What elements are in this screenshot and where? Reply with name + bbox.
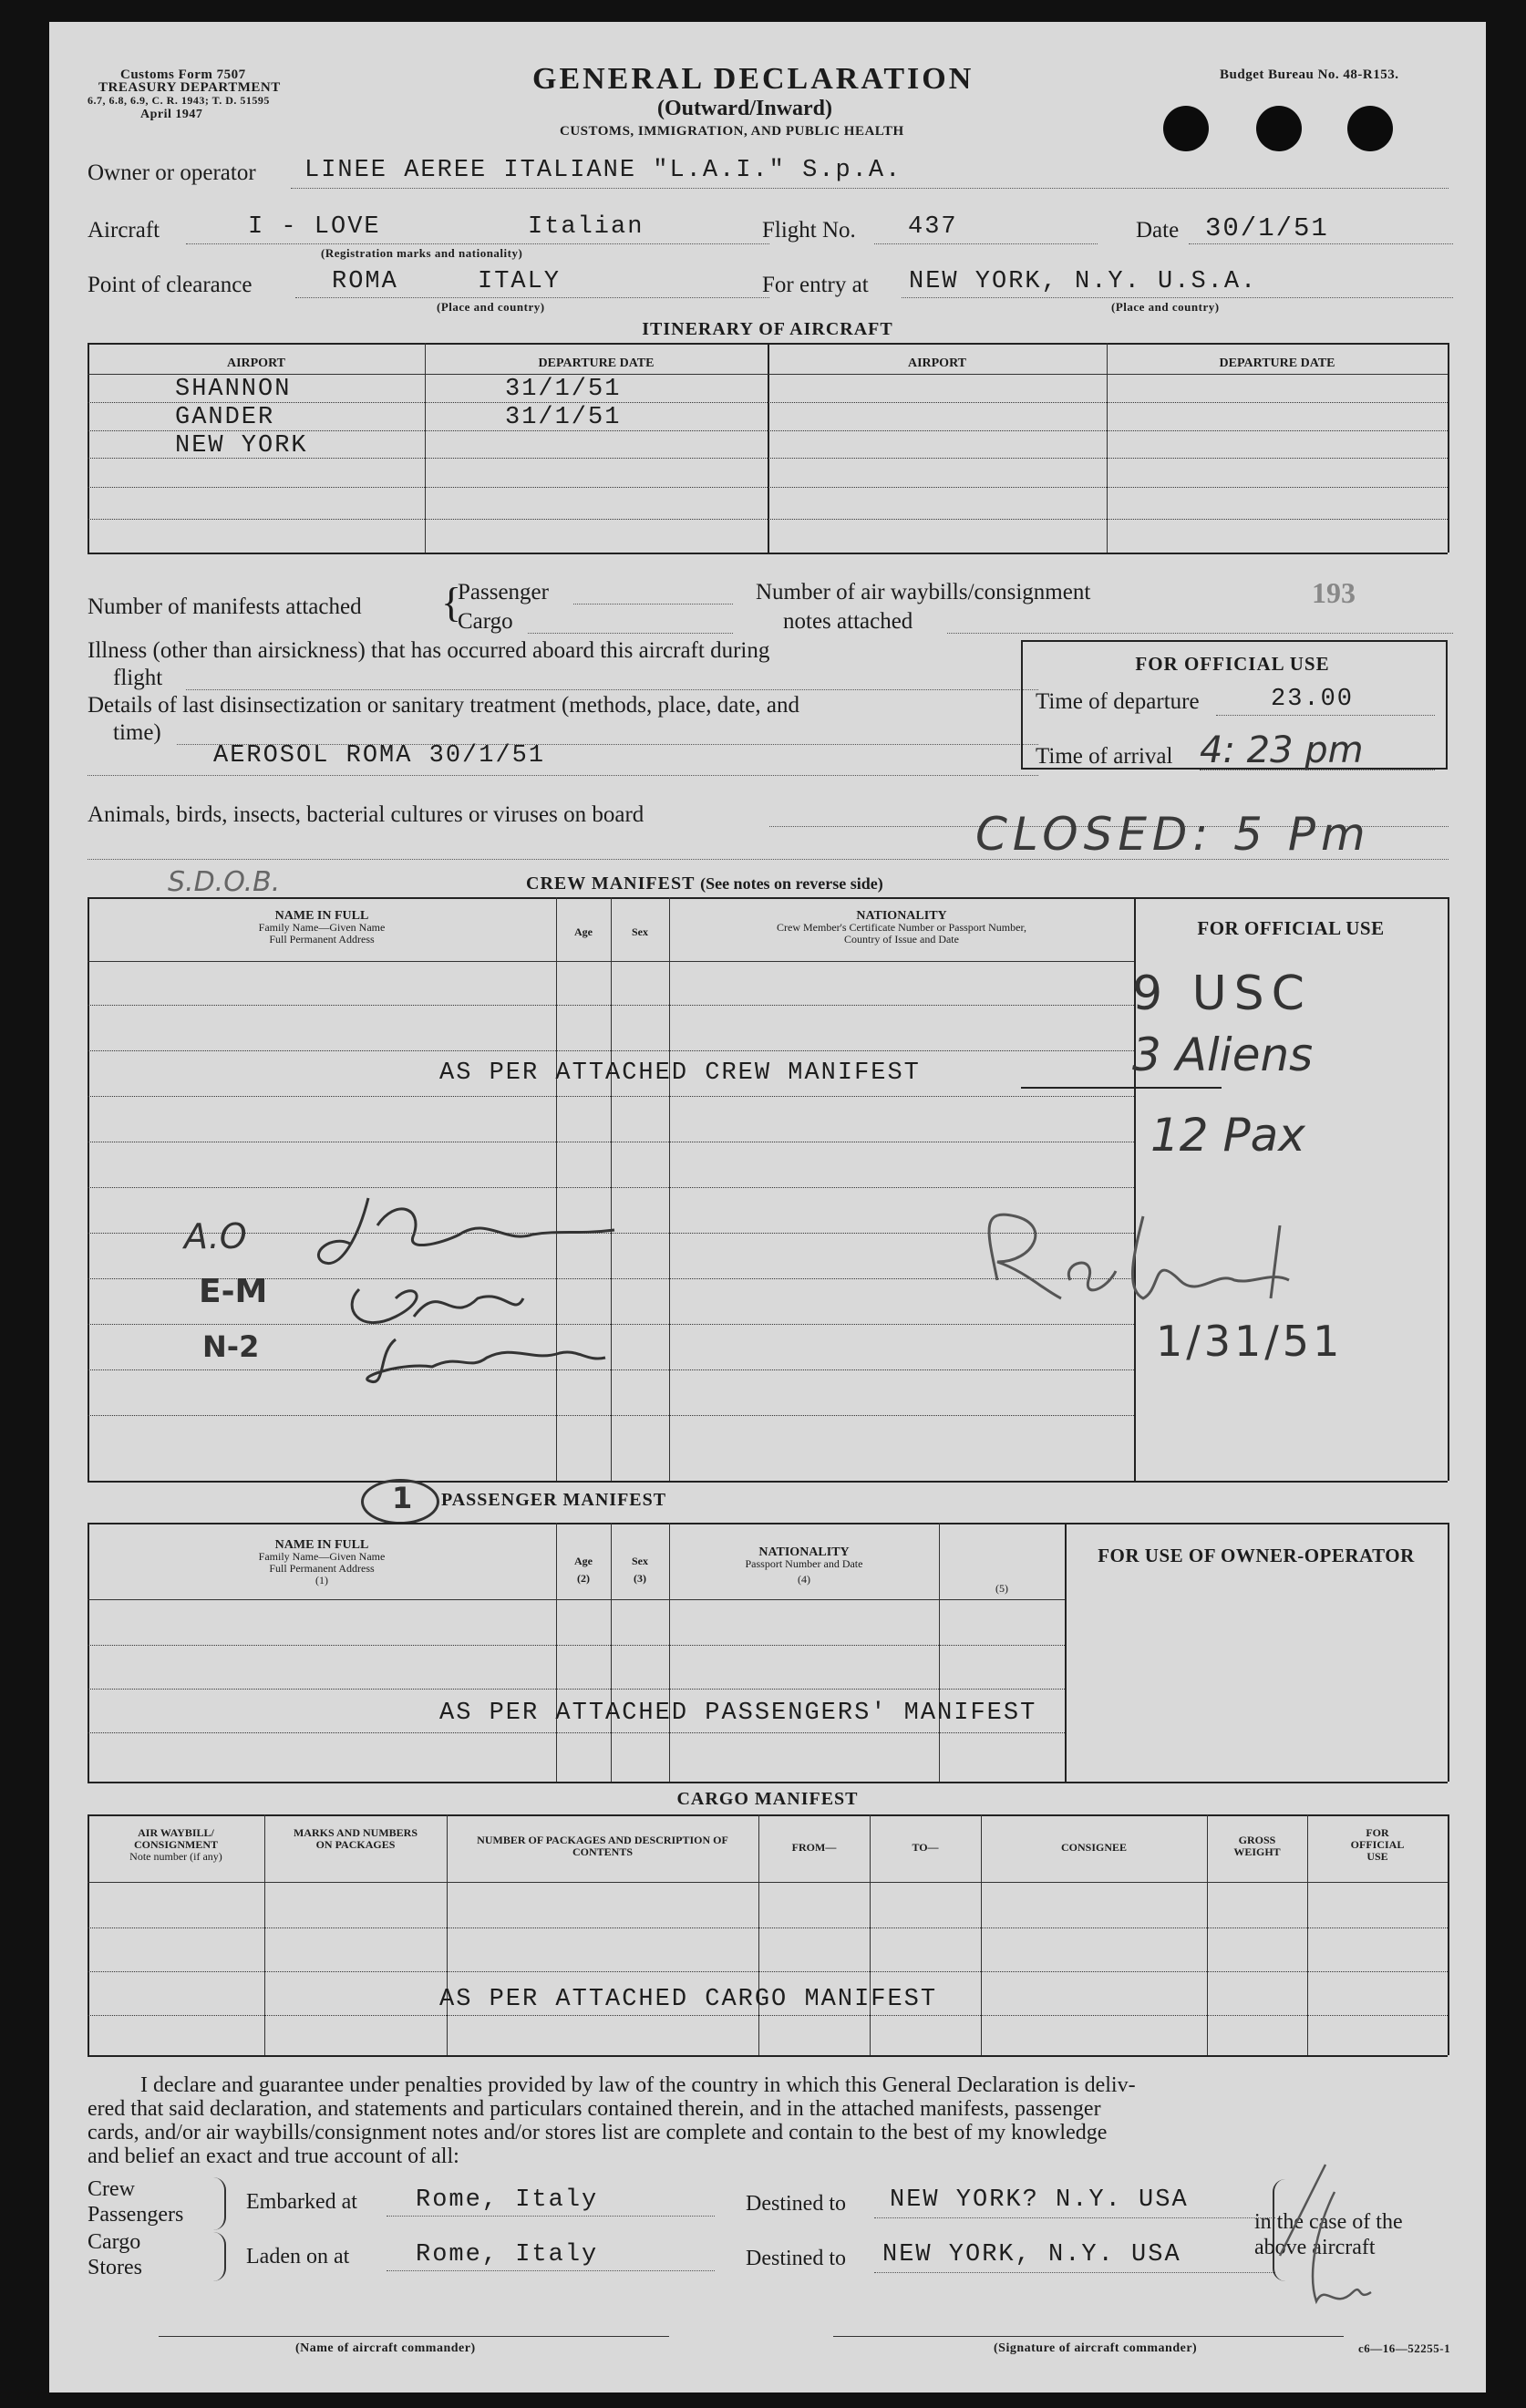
aircraft-registration: I - LOVE <box>248 213 381 241</box>
date-value: 30/1/51 <box>1205 213 1329 243</box>
declaration-line-3: cards, and/or air waybills/consignment notes and/or stores list are complete and contain to the best of my knowledge <box>88 2121 1108 2144</box>
crew-col-name-sub2: Full Permanent Address <box>269 933 375 946</box>
budget-number: Budget Bureau No. 48-R153. <box>1220 67 1399 82</box>
departure-time-label: Time of departure <box>1036 689 1200 714</box>
crew-col-nat-sub2: Country of Issue and Date <box>844 933 959 946</box>
crew-col-name-sub1: Family Name—Given Name <box>258 921 386 934</box>
cargo-col-consignee: CONSIGNEE <box>1060 1841 1128 1854</box>
crew-title-text: CREW MANIFEST <box>526 873 696 894</box>
cargo-col-marks: MARKS AND NUMBERS ON PACKAGES <box>293 1826 418 1851</box>
aircraft-label: Aircraft <box>88 218 160 243</box>
punch-hole <box>1256 106 1302 151</box>
itinerary-date-1: 31/1/51 <box>505 376 622 403</box>
page-title: GENERAL DECLARATION <box>532 62 974 96</box>
clearance-city: ROMA <box>332 268 398 295</box>
decl-cargo: Cargo <box>88 2230 141 2254</box>
owner-value: LINEE AEREE ITALIANE "L.A.I." S.p.A. <box>304 157 902 184</box>
closed-note: CLOSED: 5 Pm <box>975 808 1371 861</box>
cargo-col-official: FOR OFFICIAL USE <box>1350 1826 1405 1863</box>
animals-label: Animals, birds, insects, bacterial cultures or viruses on board <box>88 802 644 827</box>
crew-title <box>526 873 883 894</box>
pax-col-age-title: Age <box>574 1555 593 1567</box>
pax-col-5: (5) <box>995 1582 1008 1595</box>
date-label: Date <box>1136 218 1180 243</box>
declaration-line-2: ered that said declaration, and statements and particulars contained therein, and in the attached manifests, passenger <box>88 2097 1101 2121</box>
declaration-line-4: and belief an exact and true account of all: <box>88 2144 459 2168</box>
itinerary-col-airport: AIRPORT <box>226 357 286 370</box>
pax-col-sex-title: Sex <box>632 1555 648 1567</box>
pax-col-nat-sub: Passport Number and Date <box>745 1557 863 1570</box>
print-code: c6—16—52255-1 <box>1358 2341 1451 2355</box>
crew-col-nationality <box>669 910 1134 946</box>
department: TREASURY DEPARTMENT <box>98 80 281 95</box>
pax-col-name-sub2: Full Permanent Address <box>269 1562 375 1575</box>
commander-signature-caption: (Signature of aircraft commander) <box>994 2341 1198 2355</box>
in-case-line-2: above aircraft <box>1254 2236 1376 2259</box>
decl-crew: Crew <box>88 2177 135 2201</box>
commander-name-caption: (Name of aircraft commander) <box>295 2341 476 2355</box>
crew-title-note: (See notes on reverse side) <box>700 874 883 893</box>
punch-hole <box>1163 106 1209 151</box>
laden-value: Rome, Italy <box>416 2241 599 2268</box>
hand-pax: 12 Pax <box>1150 1109 1305 1162</box>
pax-col-name-title: NAME IN FULL <box>274 1538 369 1552</box>
aircraft-caption: (Registration marks and nationality) <box>321 246 523 260</box>
decl-stores: Stores <box>88 2256 142 2279</box>
disinsect-value: AEROSOL ROMA 30/1/51 <box>213 742 546 770</box>
signature-scrawls <box>304 1180 669 1399</box>
illness-label-2: flight <box>113 666 163 690</box>
crew-col-nat-sub1: Crew Member's Certificate Number or Passport Number, <box>777 921 1026 934</box>
stamp-number: 193 <box>1312 576 1356 609</box>
cargo-attached-note: AS PER ATTACHED CARGO MANIFEST <box>439 1986 938 2013</box>
pax-col-nat-title: NATIONALITY <box>758 1545 850 1559</box>
destined-value-2: NEW YORK, N.Y. USA <box>882 2241 1181 2268</box>
punch-hole <box>1347 106 1393 151</box>
form-date: April 1947 <box>140 108 203 121</box>
entry-label: For entry at <box>762 273 869 297</box>
pax-col-age <box>556 1555 611 1585</box>
clearance-label: Point of clearance <box>88 273 253 297</box>
hand-ao: A.O <box>184 1216 247 1256</box>
itinerary-airport-2: GANDER <box>175 404 275 431</box>
clearance-caption: (Place and country) <box>437 300 545 314</box>
aircraft-nationality: Italian <box>528 213 644 241</box>
flight-label: Flight No. <box>762 218 856 243</box>
in-case-line-1: in the case of the <box>1254 2210 1403 2234</box>
cargo-col-packages: NUMBER OF PACKAGES AND DESCRIPTION OF CONTENTS <box>477 1834 728 1858</box>
cargo-col-from: FROM— <box>791 1841 837 1854</box>
crew-col-official: FOR OFFICIAL USE <box>1197 917 1385 939</box>
pax-col-owner: FOR USE OF OWNER-OPERATOR <box>1098 1545 1415 1566</box>
waybills-label: Number of air waybills/consignment <box>756 580 1091 605</box>
regulations: 6.7, 6.8, 6.9, C. R. 1943; T. D. 51595 <box>88 94 270 107</box>
laden-label: Laden on at <box>246 2245 350 2268</box>
crew-col-nat-title: NATIONALITY <box>856 909 947 923</box>
embarked-value: Rome, Italy <box>416 2186 599 2214</box>
manifests-passenger: Passenger <box>458 580 549 605</box>
page-subtitle-2: CUSTOMS, IMMIGRATION, AND PUBLIC HEALTH <box>560 124 904 139</box>
clearance-country: ITALY <box>478 268 562 295</box>
destined-value-1: NEW YORK? N.Y. USA <box>890 2186 1189 2214</box>
official-signature <box>924 1198 1380 1317</box>
waybills-label-2: notes attached <box>783 609 913 634</box>
margin-note: S.D.O.B. <box>168 866 281 898</box>
itinerary-date-2: 31/1/51 <box>505 404 622 431</box>
passenger-title: PASSENGER MANIFEST <box>441 1490 667 1510</box>
pax-col-name-sub1: Family Name—Given Name <box>258 1550 386 1563</box>
cargo-col-waybill-sub: Note number (if any) <box>129 1850 222 1863</box>
destined-label-2: Destined to <box>746 2247 846 2270</box>
itinerary-col-departure-2: DEPARTURE DATE <box>1219 357 1335 370</box>
arrival-time-label: Time of arrival <box>1036 744 1173 769</box>
pax-col-name-num: (1) <box>315 1574 328 1586</box>
hand-aliens: 3 Aliens <box>1132 1028 1314 1081</box>
page-subtitle: (Outward/Inward) <box>657 97 833 120</box>
entry-value: NEW YORK, N.Y. U.S.A. <box>909 268 1258 295</box>
manifests-cargo: Cargo <box>458 609 513 634</box>
pax-col-name <box>88 1539 556 1586</box>
manifests-label: Number of manifests attached <box>88 594 362 619</box>
cargo-col-to: TO— <box>912 1841 939 1854</box>
itinerary-airport-3: NEW YORK <box>175 432 308 460</box>
entry-caption: (Place and country) <box>1111 300 1220 314</box>
crew-col-age: Age <box>574 925 593 938</box>
itinerary-col-airport-2: AIRPORT <box>907 357 967 370</box>
cargo-col-waybill-title: AIR WAYBILL/ CONSIGNMENT <box>133 1826 218 1851</box>
official-use-title: FOR OFFICIAL USE <box>1135 653 1330 675</box>
crew-col-name-title: NAME IN FULL <box>274 909 369 923</box>
passenger-circled-number: 1 <box>392 1481 413 1515</box>
hand-usc: 9 USC <box>1132 966 1312 1021</box>
form-page: Customs Form 7507 TREASURY DEPARTMENT 6.7, 6.8, 6.9, C. R. 1943; T. D. 51595 April 1947 GENERAL DECLARATION (Outward/Inward) CUSTOMS, IMMIGRATION, AND PUBLIC HEALTH Budget Bureau No. 48-R153. Owner or operator LINEE AEREE ITALIANE "L.A.I." S.p.A. Aircraft I - LOVE Italian (Registration marks and nationality) Flight No. 437 Date 30/1/51 Point of clearance ROMA ITALY (Place and country) For entry at NEW YORK, N.Y. U.S.A. (Place and country) ITINERARY OF AIRCRAFT AIRPORT DEPARTURE DATE AIRPORT DEPARTURE DATE SHANNON 31/1/51 GANDER 31/1/51 NEW YORK Number of manifests attached { Passenger Cargo Number of air waybills/consignment notes attached 193 Illness (other than airsickness) that has occurred aboard this aircraft during flight Details of last disinsectization or sanitary treatment (methods, place, date, and time) AEROSOL ROMA 30/1/51 Animals, birds, insects, bacterial cultures or viruses on board FOR OFFICIAL USE Time of departure 23.00 Time of arrival 4: 23 pm CLOSED: 5 Pm S.D.O.B. CREW MANIFEST (See notes on reverse side) NAME IN FULL Family Name—Given Name Full Permanent Address Age Sex NATIONALITY Crew Member's Certificate Number or Passport Number, Country of Issue and Date FOR OFFICIAL USE AS PER ATTACHED CREW MANIFEST 9 USC 3 Aliens 12 Pax A.O E-M N-2 1/31/51 PASSENGER MANIFEST 1 NAME IN FULL Family Name—Given Name Full Permanent Address (1) Age (2) Sex (3) NATIONALITY Passport Number and Date (4) (5) FOR USE OF OWNER-OPERATOR AS PER ATTACHED PASSENGERS' MANIFEST CARGO MANIFEST AIR WAYBILL/ CONSIGNMENT Note number (if any) MARKS AND NUMBERS ON PACKAGES NUMBER OF PACKAGES AND DESCRIPTION OF CONTENTS FROM— TO— CONSIGNEE GROSS WEIGHT FOR OFFICIAL USE AS PER ATTACHED CARGO MANIFEST I declare and guarantee under penalties provided by law of the country in which this General Declaration is deliv- ered that said declaration, and statements and particulars contained therein, and in the attached manifests, passenger cards, and/or air waybills/consignment notes and/or stores list are complete and contain to the best of my knowledge and belief an exact and true account of all: Crew Passengers Cargo Stores Embarked at Rome, Italy Laden on at Rome, Italy Destined to NEW YORK? N.Y. USA Destined to NEW YORK, N.Y. USA in the case of the above aircraft (Name of aircraft commander) (Signature of aircraft commander) c6—16—52255-1 <box>49 22 1486 2392</box>
pax-col-nat-num: (4) <box>798 1573 810 1586</box>
destined-label-1: Destined to <box>746 2192 846 2216</box>
hand-em: E-M <box>199 1273 268 1310</box>
illness-label: Illness (other than airsickness) that has occurred aboard this aircraft during <box>88 638 770 663</box>
pax-col-sex <box>611 1555 669 1585</box>
cargo-col-weight: GROSS WEIGHT <box>1233 1834 1281 1858</box>
embarked-label: Embarked at <box>246 2190 357 2214</box>
pax-col-sex-num: (3) <box>634 1572 646 1585</box>
disinsect-label-2: time) <box>113 720 161 745</box>
pax-col-nationality <box>669 1546 939 1586</box>
itinerary-airport-1: SHANNON <box>175 376 292 403</box>
decl-passengers: Passengers <box>88 2203 184 2227</box>
crew-attached-note: AS PER ATTACHED CREW MANIFEST <box>439 1059 921 1087</box>
flight-value: 437 <box>908 213 958 241</box>
cargo-col-waybill <box>88 1827 264 1863</box>
pax-col-age-num: (2) <box>577 1572 590 1585</box>
owner-label: Owner or operator <box>88 160 256 185</box>
commander-signature <box>1225 2155 1407 2320</box>
crew-col-name <box>88 910 556 946</box>
departure-time-value: 23.00 <box>1271 686 1355 713</box>
hand-n2: N-2 <box>202 1329 260 1364</box>
crew-col-sex: Sex <box>632 925 648 938</box>
form-number: Customs Form 7507 <box>120 67 246 82</box>
cargo-title: CARGO MANIFEST <box>676 1789 859 1809</box>
itinerary-col-departure: DEPARTURE DATE <box>538 357 655 370</box>
arrival-time-value: 4: 23 pm <box>1200 729 1364 771</box>
disinsect-label: Details of last disinsectization or sanitary treatment (methods, place, date, and <box>88 693 799 718</box>
declaration-line-1: I declare and guarantee under penalties provided by law of the country in which this General Declaration is deliv- <box>140 2073 1136 2097</box>
itinerary-title: ITINERARY OF AIRCRAFT <box>642 319 893 339</box>
passenger-attached-note: AS PER ATTACHED PASSENGERS' MANIFEST <box>439 1700 1037 1727</box>
hand-date: 1/31/51 <box>1156 1317 1344 1366</box>
